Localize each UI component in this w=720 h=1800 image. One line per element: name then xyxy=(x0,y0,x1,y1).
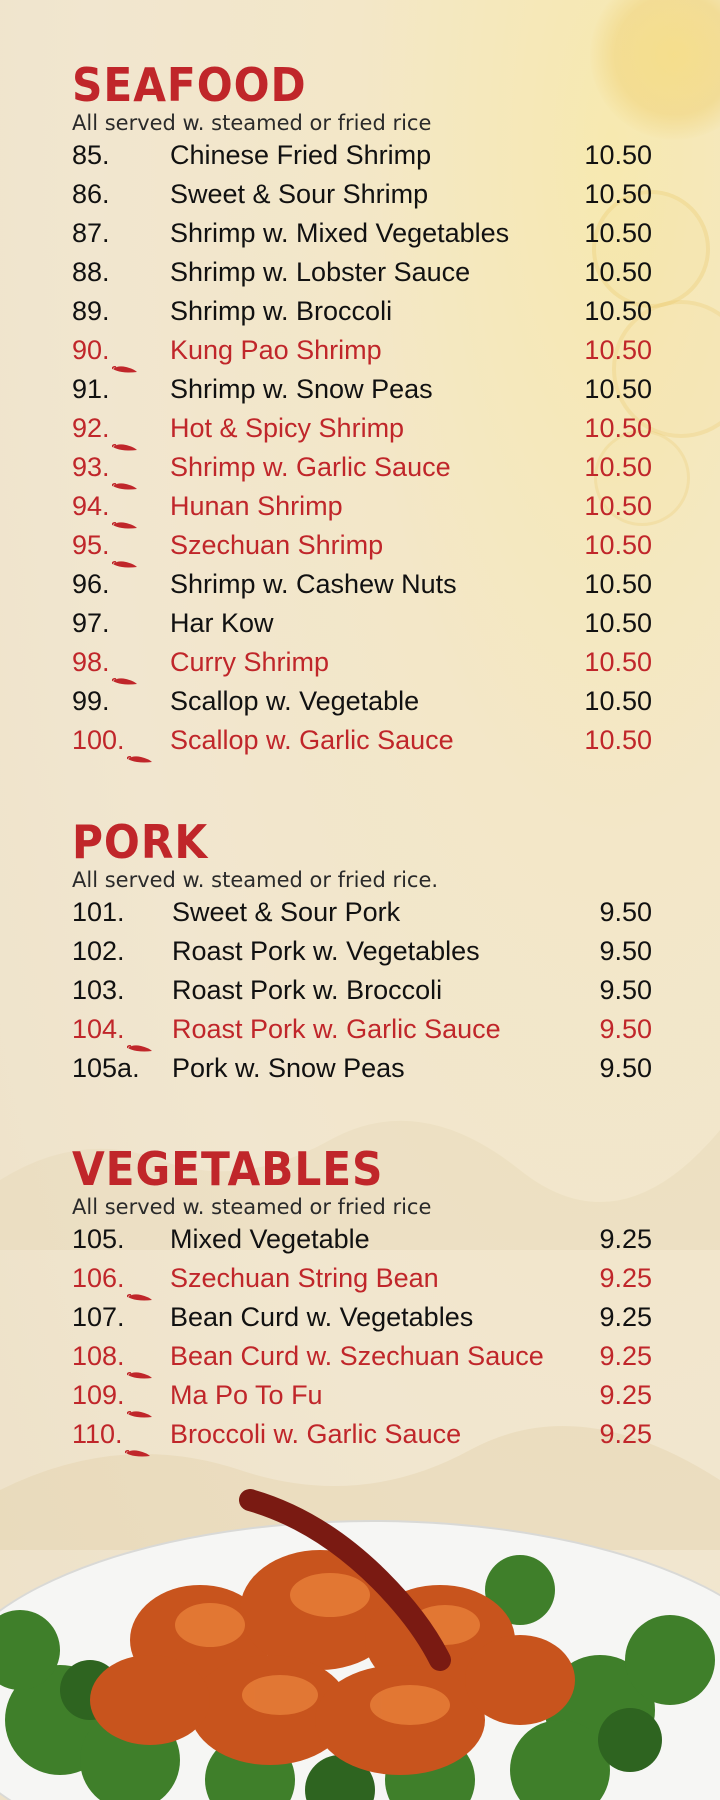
item-name: Shrimp w. Lobster Sauce xyxy=(170,257,471,287)
item-number xyxy=(72,292,110,331)
item-price: 10.50 xyxy=(584,725,652,755)
menu-list xyxy=(72,1220,652,1454)
item-number-text: 98. xyxy=(72,647,110,677)
item-number-text: 99. xyxy=(72,686,110,716)
item-number xyxy=(72,1298,125,1337)
item-price: 9.25 xyxy=(599,1263,652,1293)
item-price: 10.50 xyxy=(584,530,652,560)
chili-pepper-icon xyxy=(127,1025,153,1035)
item-number-text: 93. xyxy=(72,452,110,482)
menu-item xyxy=(72,971,652,1010)
item-price: 10.50 xyxy=(584,140,652,170)
item-name: Shrimp w. Snow Peas xyxy=(170,374,433,404)
section-subtitle: All served w. steamed or fried rice. xyxy=(72,868,439,892)
item-number xyxy=(72,370,110,409)
item-number xyxy=(72,409,138,448)
menu-item xyxy=(72,1049,652,1088)
item-number xyxy=(72,487,138,526)
menu-item xyxy=(72,932,652,971)
item-number xyxy=(72,253,110,292)
menu-item xyxy=(72,1415,652,1454)
item-name: Ma Po To Fu xyxy=(170,1380,323,1410)
item-price: 9.25 xyxy=(599,1302,652,1332)
chili-pepper-icon xyxy=(127,1352,153,1362)
menu-item xyxy=(72,370,652,409)
item-number-text: 108. xyxy=(72,1341,125,1371)
item-price: 10.50 xyxy=(584,179,652,209)
item-number-text: 91. xyxy=(72,374,110,404)
menu-item xyxy=(72,1298,652,1337)
menu-item xyxy=(72,643,652,682)
menu-item xyxy=(72,1010,652,1049)
item-name: Hunan Shrimp xyxy=(170,491,343,521)
item-number-text: 100. xyxy=(72,725,125,755)
section-title: VEGETABLES xyxy=(72,1142,384,1196)
item-number-text: 88. xyxy=(72,257,110,287)
item-price: 9.25 xyxy=(599,1341,652,1371)
item-price: 9.50 xyxy=(599,1053,652,1083)
chili-pepper-icon xyxy=(127,736,153,746)
menu-item xyxy=(72,448,652,487)
item-number xyxy=(72,971,125,1010)
item-number-text: 105. xyxy=(72,1224,125,1254)
chili-pepper-icon xyxy=(127,1391,153,1401)
chili-pepper-icon xyxy=(127,1274,153,1284)
menu-item xyxy=(72,331,652,370)
item-number xyxy=(72,175,110,214)
vegetables-section xyxy=(72,1142,652,1454)
item-number xyxy=(72,1376,153,1415)
item-price: 10.50 xyxy=(584,569,652,599)
item-price: 9.50 xyxy=(599,897,652,927)
item-price: 10.50 xyxy=(584,491,652,521)
item-number xyxy=(72,1259,153,1298)
menu-item xyxy=(72,1337,652,1376)
menu-item xyxy=(72,565,652,604)
chili-pepper-icon xyxy=(112,424,138,434)
item-name: Szechuan String Bean xyxy=(170,1263,439,1293)
item-price: 10.50 xyxy=(584,608,652,638)
item-number-text: 107. xyxy=(72,1302,125,1332)
item-price: 9.25 xyxy=(599,1224,652,1254)
item-number-text: 89. xyxy=(72,296,110,326)
item-number xyxy=(72,893,125,932)
item-number xyxy=(72,1337,153,1376)
item-number xyxy=(72,1049,140,1088)
item-name: Roast Pork w. Garlic Sauce xyxy=(172,1014,501,1044)
menu-item xyxy=(72,292,652,331)
menu-item xyxy=(72,136,652,175)
item-number-text: 105a. xyxy=(72,1053,140,1083)
item-price: 10.50 xyxy=(584,257,652,287)
item-name: Bean Curd w. Vegetables xyxy=(170,1302,474,1332)
item-number-text: 86. xyxy=(72,179,110,209)
item-number-text: 87. xyxy=(72,218,110,248)
menu-item xyxy=(72,175,652,214)
item-price: 9.50 xyxy=(599,975,652,1005)
item-number-text: 103. xyxy=(72,975,125,1005)
item-name: Sweet & Sour Shrimp xyxy=(170,179,429,209)
section-subtitle: All served w. steamed or fried rice xyxy=(72,111,432,135)
menu-item xyxy=(72,409,652,448)
item-number-text: 97. xyxy=(72,608,110,638)
item-number xyxy=(72,565,110,604)
item-number xyxy=(72,932,125,971)
item-price: 9.50 xyxy=(599,1014,652,1044)
item-name: Curry Shrimp xyxy=(170,647,330,677)
item-price: 10.50 xyxy=(584,218,652,248)
item-number-text: 106. xyxy=(72,1263,125,1293)
menu-list xyxy=(72,893,652,1088)
item-number-text: 95. xyxy=(72,530,110,560)
item-price: 10.50 xyxy=(584,296,652,326)
item-number-text: 94. xyxy=(72,491,110,521)
seafood-section xyxy=(72,58,652,760)
item-name: Szechuan Shrimp xyxy=(170,530,384,560)
item-name: Pork w. Snow Peas xyxy=(172,1053,405,1083)
general-tso-chicken-image xyxy=(0,1460,720,1800)
item-price: 9.25 xyxy=(599,1419,652,1449)
item-price: 9.25 xyxy=(599,1380,652,1410)
chili-pepper-icon xyxy=(112,658,138,668)
chili-pepper-icon xyxy=(112,541,138,551)
item-number xyxy=(72,682,110,721)
item-name: Hot & Spicy Shrimp xyxy=(170,413,405,443)
item-name: Mixed Vegetable xyxy=(170,1224,370,1254)
item-number xyxy=(72,1415,151,1454)
item-price: 10.50 xyxy=(584,686,652,716)
menu-item xyxy=(72,487,652,526)
menu-item xyxy=(72,253,652,292)
item-name: Sweet & Sour Pork xyxy=(172,897,401,927)
item-name: Roast Pork w. Vegetables xyxy=(172,936,480,966)
item-name: Scallop w. Garlic Sauce xyxy=(170,725,454,755)
menu-item xyxy=(72,1376,652,1415)
item-number-text: 110. xyxy=(72,1419,123,1449)
item-price: 9.50 xyxy=(599,936,652,966)
item-number xyxy=(72,136,110,175)
item-price: 10.50 xyxy=(584,647,652,677)
chili-pepper-icon xyxy=(112,463,138,473)
item-name: Shrimp w. Garlic Sauce xyxy=(170,452,451,482)
item-number xyxy=(72,526,138,565)
item-number xyxy=(72,214,110,253)
section-title: PORK xyxy=(72,815,209,869)
item-number-text: 109. xyxy=(72,1380,125,1410)
item-name: Kung Pao Shrimp xyxy=(170,335,382,365)
menu-item xyxy=(72,721,652,760)
item-number-text: 102. xyxy=(72,936,125,966)
menu-item xyxy=(72,1259,652,1298)
section-subtitle: All served w. steamed or fried rice xyxy=(72,1195,432,1219)
item-name: Shrimp w. Broccoli xyxy=(170,296,393,326)
menu-item xyxy=(72,682,652,721)
menu-item xyxy=(72,1220,652,1259)
item-name: Broccoli w. Garlic Sauce xyxy=(170,1419,462,1449)
item-number-text: 90. xyxy=(72,335,110,365)
item-number xyxy=(72,448,138,487)
chili-pepper-icon xyxy=(112,502,138,512)
menu-item xyxy=(72,604,652,643)
item-price: 10.50 xyxy=(584,374,652,404)
item-name: Bean Curd w. Szechuan Sauce xyxy=(170,1341,544,1371)
item-number-text: 85. xyxy=(72,140,110,170)
item-price: 10.50 xyxy=(584,452,652,482)
item-name: Scallop w. Vegetable xyxy=(170,686,420,716)
section-title: SEAFOOD xyxy=(72,58,307,112)
item-name: Chinese Fried Shrimp xyxy=(170,140,432,170)
menu-list xyxy=(72,136,652,760)
item-name: Roast Pork w. Broccoli xyxy=(172,975,443,1005)
item-name: Shrimp w. Cashew Nuts xyxy=(170,569,457,599)
item-number xyxy=(72,721,153,760)
item-number-text: 101. xyxy=(72,897,125,927)
menu-item xyxy=(72,526,652,565)
chili-pepper-icon xyxy=(125,1430,151,1440)
item-name: Shrimp w. Mixed Vegetables xyxy=(170,218,510,248)
chili-pepper-icon xyxy=(112,346,138,356)
item-number-text: 92. xyxy=(72,413,110,443)
item-number xyxy=(72,643,138,682)
item-name: Har Kow xyxy=(170,608,274,638)
pork-section xyxy=(72,815,652,1088)
item-number-text: 104. xyxy=(72,1014,125,1044)
item-number xyxy=(72,1220,125,1259)
item-price: 10.50 xyxy=(584,335,652,365)
item-number xyxy=(72,604,110,643)
item-number xyxy=(72,1010,153,1049)
item-number-text: 96. xyxy=(72,569,110,599)
item-number xyxy=(72,331,138,370)
item-price: 10.50 xyxy=(584,413,652,443)
menu-item xyxy=(72,893,652,932)
menu-item xyxy=(72,214,652,253)
